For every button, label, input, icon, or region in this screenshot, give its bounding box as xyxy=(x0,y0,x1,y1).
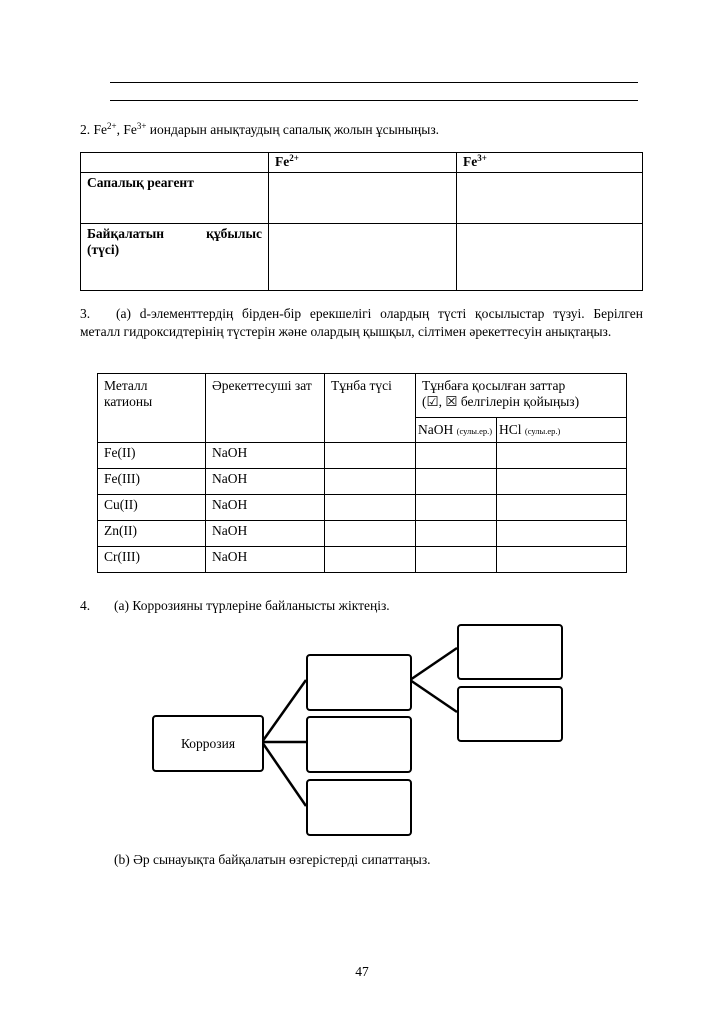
question-2-text: иондарын анықтаудың сапалық жолын ұсыныңыз. xyxy=(146,122,440,137)
table2-reagent-cell: NaOH xyxy=(206,521,325,547)
table2-header-hcl: HCl (сулы.ер.) xyxy=(497,418,627,443)
corrosion-type-box[interactable] xyxy=(306,654,412,711)
table2-header-naoh: NaOH (сулы.ер.) xyxy=(416,418,497,443)
table2-reagent-cell: NaOH xyxy=(206,547,325,573)
ion-fe3: Fe xyxy=(123,122,137,137)
connector-line xyxy=(262,742,306,806)
table1-header-fe3: $Fe^{3+}$ xyxy=(457,153,643,173)
corrosion-subtype-box[interactable] xyxy=(457,624,563,680)
connector-line xyxy=(410,680,457,712)
table2-cation-cell: Fe(II) xyxy=(98,443,206,469)
table2-reagent-cell: NaOH xyxy=(206,469,325,495)
corrosion-type-box[interactable] xyxy=(306,716,412,773)
table2-cation-cell: Cr(III) xyxy=(98,547,206,573)
table1-row-observation-label: Байқалатын құбылыс (түсі) xyxy=(81,224,269,291)
table2-reagent-cell: NaOH xyxy=(206,495,325,521)
table1-header-fe2: $Fe^{2+}$ xyxy=(269,153,457,173)
table1-row-reagent-label: Сапалық реагент xyxy=(81,173,269,224)
table2-header-reagent: Әрекеттесуші зат xyxy=(206,374,325,443)
ion-fe3-charge: 3+ xyxy=(136,121,147,131)
question-2-number: 2. xyxy=(80,122,91,137)
corrosion-subtype-box[interactable] xyxy=(457,686,563,742)
table2-cation-cell: Fe(III) xyxy=(98,469,206,495)
ion-fe2: Fe xyxy=(93,122,107,137)
question-4-part-a: 4. (a) Коррозияны түрлеріне байланысты жіктеңіз. xyxy=(80,598,390,613)
page-number: 47 xyxy=(355,964,369,979)
question-3-number: 3. xyxy=(80,306,91,321)
question-4-part-b: (b) Әр сынауықта байқалатын өзгерістерді сипаттаңыз. xyxy=(114,852,431,867)
table2-header-cation: Металл катионы xyxy=(98,374,206,443)
table2-header-added: Тұнбаға қосылған заттар (☑, ☒ белгілерін қойыңыз) xyxy=(416,374,627,418)
corrosion-type-box[interactable] xyxy=(306,779,412,836)
corrosion-root-label: Коррозия xyxy=(180,735,236,751)
corrosion-root-box xyxy=(152,715,264,772)
table2-header-precipitate-color: Тұнба түсі xyxy=(325,374,416,443)
question-4-number: 4. xyxy=(80,598,91,613)
connector-line xyxy=(262,680,306,742)
ion-separator: , xyxy=(116,122,124,137)
connector-line xyxy=(410,648,457,680)
table2-cation-cell: Zn(II) xyxy=(98,521,206,547)
question-3-text: (a) d-элементтердің бірден-бір ерекшелігі олардың түсті қосылыстар түзуі. Берілген металл гидроксидтерінің түстерін және олардың қышқыл, сілтімен әрекеттесуін анықтаңыз. xyxy=(80,306,643,339)
ion-fe2-charge: 2+ xyxy=(107,121,117,131)
table2-cation-cell: Cu(II) xyxy=(98,495,206,521)
table2-reagent-cell: NaOH xyxy=(206,443,325,469)
